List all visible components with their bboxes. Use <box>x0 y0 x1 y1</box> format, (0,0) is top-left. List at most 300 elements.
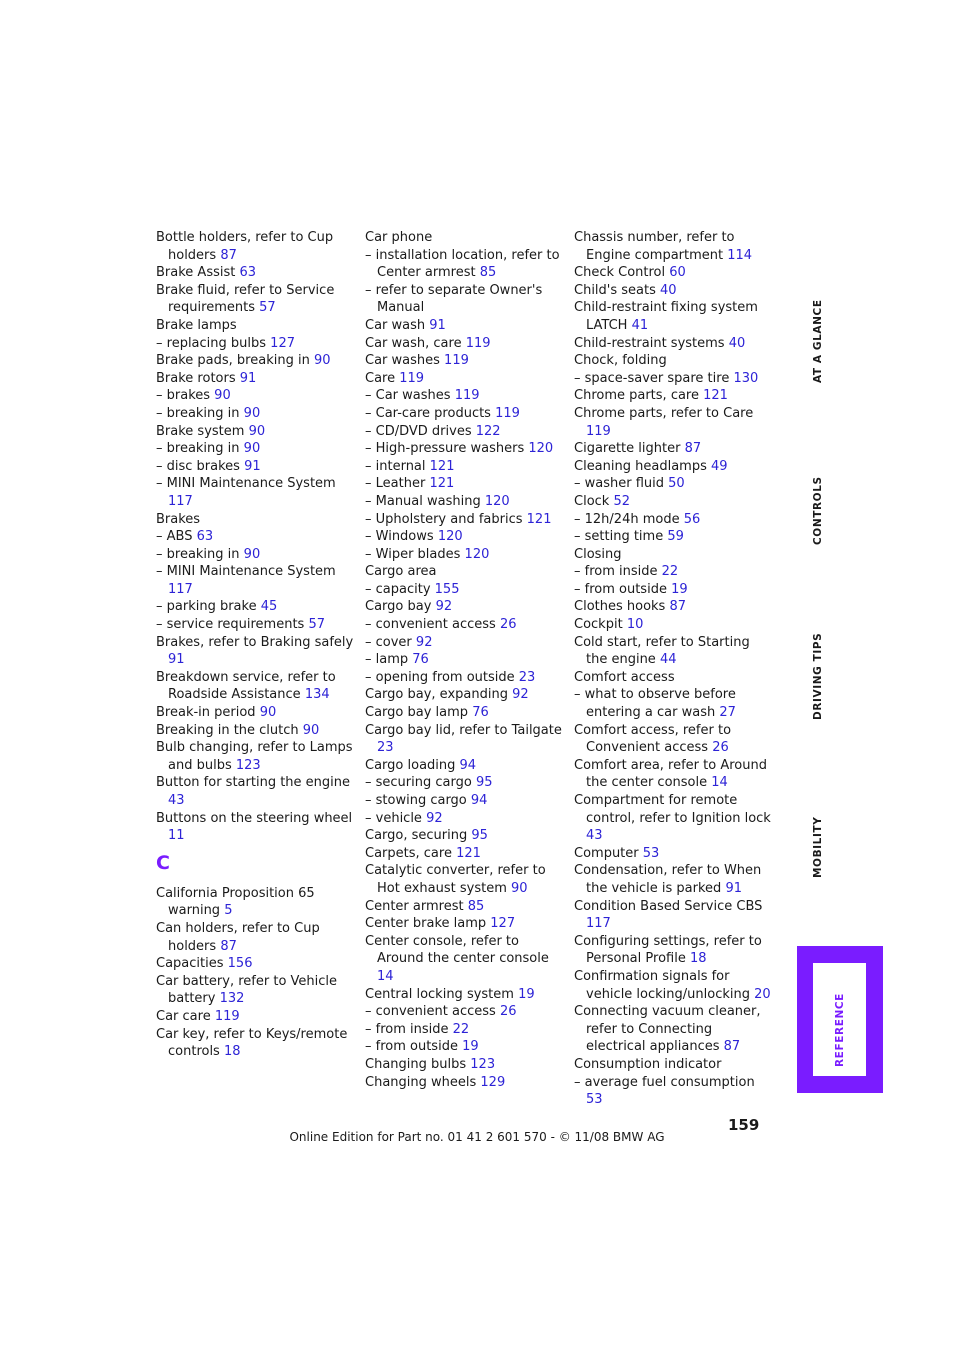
index-entry <box>365 827 565 845</box>
index-entry-text: Chassis number, refer to Engine compartment <box>574 230 735 263</box>
index-entry <box>156 264 356 282</box>
index-entry-text: – High-pressure washers <box>365 441 525 457</box>
page-reference-link[interactable]: 121 <box>456 845 481 861</box>
index-entry <box>365 282 565 317</box>
index-entry <box>365 616 565 634</box>
page-reference-link[interactable]: 91 <box>244 458 261 474</box>
page-reference-link[interactable]: 90 <box>243 405 261 421</box>
index-entry <box>574 282 774 300</box>
page-reference-link[interactable]: 121 <box>703 388 728 404</box>
index-entry <box>365 704 565 722</box>
index-entry-text: – installation location, refer to Center armrest <box>365 247 560 281</box>
page-reference-link[interactable]: 53 <box>642 845 660 861</box>
index-entry-text: Car battery, refer to Vehicle battery <box>156 973 338 1007</box>
page-reference-link[interactable]: 19 <box>518 986 535 1002</box>
page-reference-link[interactable]: 19 <box>671 581 688 597</box>
index-entry <box>156 616 356 634</box>
page-reference-link[interactable]: 120 <box>464 546 490 562</box>
index-entry-text: Can holders, refer to Cup holders <box>156 920 320 954</box>
page-reference-link[interactable]: 49 <box>711 458 728 474</box>
page-reference-link[interactable]: 117 <box>168 581 193 597</box>
page-reference-link[interactable]: 87 <box>220 247 237 263</box>
page-reference-link[interactable]: 10 <box>626 617 644 633</box>
index-entry <box>365 1038 565 1056</box>
page-reference-link[interactable]: 87 <box>669 599 687 615</box>
index-entry <box>365 1003 565 1021</box>
index-entry-text: Brake pads, breaking in <box>156 353 310 369</box>
index-entry-text: – parking brake <box>156 599 257 615</box>
index-entry-text: – Manual washing <box>365 493 481 509</box>
page-reference-link[interactable]: 95 <box>475 775 493 791</box>
page-reference-link[interactable]: 56 <box>683 511 701 527</box>
page-reference-link[interactable]: 90 <box>248 423 266 439</box>
index-entry-text: Breaking in the clutch <box>156 722 299 738</box>
page-reference-link[interactable]: 92 <box>435 599 453 615</box>
index-entry <box>365 862 565 897</box>
page-reference-link[interactable]: 87 <box>723 1039 741 1055</box>
page-reference-link[interactable]: 123 <box>470 1056 496 1072</box>
index-entry-text: Confirmation signals for vehicle locking/unlocking <box>574 968 750 1002</box>
page-reference-link[interactable]: 132 <box>219 991 245 1007</box>
index-entry <box>156 405 356 423</box>
index-entry <box>156 511 356 529</box>
index-entry <box>574 264 774 282</box>
index-entry-text: Child-restraint systems <box>574 335 725 351</box>
index-entry <box>156 810 356 845</box>
page-reference-link[interactable]: 121 <box>526 511 552 527</box>
index-entry-text: Brake rotors <box>156 370 236 386</box>
index-entry <box>365 370 565 388</box>
index-entry <box>365 528 565 546</box>
index-entry <box>156 739 356 774</box>
page-reference-link[interactable]: 156 <box>227 956 253 972</box>
index-entry-text: Configuring settings, refer to Personal Profile <box>574 933 762 967</box>
index-entry-text: Brake fluid, refer to Service requirements <box>156 282 335 316</box>
index-entry-text: – service requirements <box>156 617 305 633</box>
side-tab-reference-active[interactable] <box>797 946 883 1093</box>
page-reference-link[interactable]: 44 <box>659 652 677 668</box>
index-entry-text: – what to observe before entering a car wash <box>574 687 736 721</box>
page-reference-link[interactable]: 94 <box>459 757 477 773</box>
index-entry <box>574 845 774 863</box>
index-entry <box>574 933 774 968</box>
index-entry-text: Car care <box>156 1008 211 1024</box>
page-reference-link[interactable]: 123 <box>235 757 261 773</box>
index-entry <box>574 669 774 687</box>
index-entry <box>365 1074 565 1092</box>
index-entry-text: – capacity <box>365 581 431 597</box>
page-reference-link[interactable]: 119 <box>465 335 491 351</box>
index-entry <box>365 247 565 282</box>
index-entry <box>365 1021 565 1039</box>
index-entry <box>365 651 565 669</box>
index-entry-text: – breaking in <box>156 441 240 457</box>
index-entry-text: Car key, refer to Keys/remote controls <box>156 1026 348 1060</box>
page-reference-link[interactable]: 120 <box>484 493 510 509</box>
index-entry-text: – from inside <box>574 564 658 580</box>
page-reference-link[interactable]: 117 <box>168 493 193 509</box>
page-reference-link[interactable]: 76 <box>472 705 489 721</box>
index-entry-text: Child's seats <box>574 282 656 298</box>
index-entry-text: – Upholstery and fabrics <box>365 511 523 527</box>
index-entry-text: – lamp <box>365 652 409 668</box>
index-entry <box>156 920 356 955</box>
index-entry-text: Brakes <box>156 511 201 527</box>
index-entry-text: – Wiper blades <box>365 546 461 562</box>
index-entry <box>365 475 565 493</box>
index-entry-text: Child-restraint fixing system LATCH <box>574 300 758 333</box>
page-reference-link[interactable]: 90 <box>511 880 528 896</box>
index-entry <box>574 370 774 388</box>
index-entry-text: Cargo area <box>365 564 437 580</box>
index-entry-text: Breakdown service, refer to Roadside Assistance <box>156 669 336 703</box>
page-reference-link[interactable]: 18 <box>223 1044 241 1060</box>
index-entry-text: Capacities <box>156 956 224 972</box>
index-entry <box>156 634 356 669</box>
index-entry <box>156 722 356 740</box>
index-entry <box>574 405 774 440</box>
index-entry <box>574 1056 774 1074</box>
index-entry-text: Cold start, refer to Starting the engine <box>574 634 750 668</box>
index-entry <box>156 1008 356 1026</box>
side-tab-label: MOBILITY <box>812 816 824 878</box>
index-entry-text: Button for starting the engine <box>156 775 351 791</box>
page-reference-link[interactable]: 23 <box>518 669 536 685</box>
index-entry <box>156 352 356 370</box>
index-entry <box>365 792 565 810</box>
index-entry <box>574 299 774 334</box>
page-reference-link[interactable]: 85 <box>479 265 497 281</box>
index-entry <box>365 511 565 529</box>
index-entry-text: – setting time <box>574 529 664 545</box>
page-reference-link[interactable]: 134 <box>304 687 330 703</box>
index-entry <box>365 546 565 564</box>
index-entry <box>574 862 774 897</box>
side-tab-reference-inner <box>813 963 866 1076</box>
index-entry <box>574 440 774 458</box>
page-reference-link[interactable]: 26 <box>712 740 729 756</box>
index-entry <box>156 885 356 920</box>
index-entry-text: – space-saver spare tire <box>574 370 730 386</box>
index-entry <box>574 598 774 616</box>
index-entry-text: Bulb changing, refer to Lamps and bulbs <box>156 740 353 773</box>
index-entry <box>574 352 774 370</box>
index-entry <box>574 546 774 564</box>
page-reference-link[interactable]: 40 <box>660 282 677 298</box>
index-entry <box>156 669 356 704</box>
index-entry <box>156 229 356 264</box>
index-entry <box>574 335 774 353</box>
index-entry-text: Chock, folding <box>574 353 667 369</box>
index-entry <box>156 774 356 809</box>
page-reference-link[interactable]: 117 <box>586 916 611 932</box>
page-reference-link[interactable]: 22 <box>452 1021 470 1037</box>
index-entry-text: Cargo loading <box>365 757 456 773</box>
index-entry <box>156 458 356 476</box>
index-entry-text: Brake Assist <box>156 265 236 281</box>
page-reference-link[interactable]: 27 <box>719 705 736 721</box>
index-entry-text: Cargo, securing <box>365 828 468 844</box>
index-entry <box>574 634 774 669</box>
index-entry <box>156 370 356 388</box>
index-entry-text: – MINI Maintenance System <box>156 476 336 492</box>
index-entry <box>156 598 356 616</box>
page-reference-link[interactable]: 119 <box>214 1008 240 1024</box>
index-entry <box>156 387 356 405</box>
page-reference-link[interactable]: 95 <box>471 828 488 844</box>
page-reference-link[interactable]: 52 <box>613 493 631 509</box>
index-entry <box>574 616 774 634</box>
index-entry-text: Clothes hooks <box>574 599 666 615</box>
index-entry <box>365 423 565 441</box>
page-reference-link[interactable]: 119 <box>586 423 611 439</box>
index-entry-text: Car washes <box>365 353 440 369</box>
index-entry <box>574 563 774 581</box>
page-reference-link[interactable]: 5 <box>224 903 233 919</box>
page-reference-link[interactable]: 18 <box>689 951 707 967</box>
page-reference-link[interactable]: 120 <box>528 441 554 457</box>
page-reference-link[interactable]: 63 <box>196 529 214 545</box>
index-entry <box>365 335 565 353</box>
page-reference-link[interactable]: 14 <box>711 775 728 791</box>
page-reference-link[interactable]: 90 <box>243 546 261 562</box>
index-entry-text: Chrome parts, care <box>574 388 699 404</box>
page-reference-link[interactable]: 26 <box>499 617 517 633</box>
page-reference-link[interactable]: 121 <box>429 476 455 492</box>
page-reference-link[interactable]: 90 <box>313 353 331 369</box>
index-entry <box>365 405 565 423</box>
page-reference-link[interactable]: 114 <box>727 247 753 263</box>
page-reference-link[interactable]: 43 <box>586 828 603 844</box>
index-entry <box>365 317 565 335</box>
page-reference-link[interactable]: 26 <box>499 1004 517 1020</box>
index-entry <box>156 973 356 1008</box>
page-reference-link[interactable]: 87 <box>684 441 702 457</box>
index-entry-text: Central locking system <box>365 986 514 1002</box>
index-entry-text: Check Control <box>574 265 666 281</box>
page-reference-link[interactable]: 45 <box>260 599 278 615</box>
index-entry-text: Center armrest <box>365 898 464 914</box>
page-reference-link[interactable]: 129 <box>480 1074 506 1090</box>
index-entry-text: Cleaning headlamps <box>574 458 707 474</box>
index-entry <box>156 1026 356 1061</box>
index-entry <box>365 493 565 511</box>
page-reference-link[interactable]: 22 <box>661 564 679 580</box>
page-reference-link[interactable]: 119 <box>399 370 425 386</box>
index-entry-text: – convenient access <box>365 1004 496 1020</box>
page-reference-link[interactable]: 76 <box>412 652 429 668</box>
index-entry <box>365 229 565 247</box>
index-entry <box>365 810 565 828</box>
page-reference-link[interactable]: 85 <box>467 898 485 914</box>
index-entry-text: Connecting vacuum cleaner, refer to Connecting electrical appliances <box>574 1004 761 1055</box>
page-reference-link[interactable]: 11 <box>168 828 185 844</box>
index-entry <box>574 1003 774 1056</box>
index-letter-heading: C <box>156 851 170 874</box>
page-reference-link[interactable]: 90 <box>302 722 320 738</box>
page-number: 159 <box>728 1116 760 1134</box>
index-entry-text: Buttons on the steering wheel <box>156 810 353 826</box>
index-entry <box>365 686 565 704</box>
page-reference-link[interactable]: 41 <box>631 317 649 333</box>
page-reference-link[interactable]: 60 <box>669 265 686 281</box>
page-reference-link[interactable]: 59 <box>667 529 684 545</box>
page-reference-link[interactable]: 40 <box>728 335 746 351</box>
page-reference-link[interactable]: 90 <box>243 441 261 457</box>
index-entry <box>365 563 565 581</box>
page-reference-link[interactable]: 119 <box>495 405 520 421</box>
index-entry-text: – ABS <box>156 529 193 545</box>
page-reference-link[interactable]: 14 <box>377 968 394 984</box>
page-reference-link[interactable]: 90 <box>214 388 231 404</box>
index-entry <box>156 704 356 722</box>
index-entry <box>365 634 565 652</box>
index-entry-text: Changing wheels <box>365 1074 477 1090</box>
index-entry <box>365 669 565 687</box>
index-entry <box>365 986 565 1004</box>
index-entry <box>574 722 774 757</box>
index-entry-text: – disc brakes <box>156 458 240 474</box>
index-entry <box>574 581 774 599</box>
index-entry-text: – Leather <box>365 476 426 492</box>
index-entry-text: – refer to separate Owner's Manual <box>365 282 543 316</box>
index-entry-text: – vehicle <box>365 810 422 826</box>
page-reference-link[interactable]: 119 <box>454 388 480 404</box>
page-reference-link[interactable]: 92 <box>415 634 433 650</box>
page-reference-link[interactable]: 91 <box>168 652 185 668</box>
index-entry-text: Comfort area, refer to Around the center console <box>574 757 767 791</box>
index-entry <box>365 845 565 863</box>
index-entry <box>574 229 774 264</box>
index-entry-text: Carpets, care <box>365 845 452 861</box>
index-entry <box>574 898 774 933</box>
index-entry-text: California Proposition 65 warning <box>156 885 315 919</box>
index-entry-text: – breaking in <box>156 405 240 421</box>
page-reference-link[interactable]: 92 <box>426 810 443 826</box>
index-entry <box>365 915 565 933</box>
index-entry <box>365 933 565 986</box>
index-entry-text: Car phone <box>365 230 433 245</box>
index-entry-text: Changing bulbs <box>365 1056 467 1072</box>
page-reference-link[interactable]: 92 <box>512 687 529 703</box>
side-tab-label: DRIVING TIPS <box>812 632 824 720</box>
page-reference-link[interactable]: 23 <box>377 740 394 756</box>
side-tab-label: AT A GLANCE <box>812 299 824 383</box>
index-entry <box>365 352 565 370</box>
index-entry-text: – from outside <box>365 1039 458 1055</box>
index-entry <box>574 493 774 511</box>
page-reference-link[interactable]: 127 <box>490 916 516 932</box>
page-reference-link[interactable]: 19 <box>462 1039 479 1055</box>
page-reference-link[interactable]: 119 <box>444 353 469 369</box>
index-entry-text: – stowing cargo <box>365 793 467 808</box>
page-reference-link[interactable]: 57 <box>308 617 326 633</box>
page-reference-link[interactable]: 91 <box>239 370 257 386</box>
page-reference-link[interactable]: 63 <box>239 265 257 281</box>
page-reference-link[interactable]: 43 <box>168 793 185 808</box>
index-entry-text: – internal <box>365 458 426 474</box>
index-entry-text: – CD/DVD drives <box>365 423 472 439</box>
page-reference-link[interactable]: 50 <box>668 476 685 492</box>
index-entry-text: Brake system <box>156 423 245 439</box>
index-entry-text: Brakes, refer to Braking safely <box>156 634 354 650</box>
index-entry-text: Cargo bay lid, refer to Tailgate <box>365 722 562 738</box>
page-reference-link[interactable]: 94 <box>470 793 488 808</box>
index-column-3 <box>574 229 774 1109</box>
page-reference-link[interactable]: 57 <box>259 300 276 316</box>
index-entry <box>365 598 565 616</box>
index-entry-text: – Car washes <box>365 388 451 404</box>
index-entry <box>365 1056 565 1074</box>
page-reference-link[interactable]: 90 <box>259 705 277 721</box>
index-entry <box>365 581 565 599</box>
index-entry <box>156 528 356 546</box>
page-reference-link[interactable]: 122 <box>475 423 501 439</box>
index-entry-text: Cargo bay, expanding <box>365 687 508 703</box>
index-entry-text: – convenient access <box>365 617 496 633</box>
index-entry <box>156 546 356 564</box>
index-entry <box>365 440 565 458</box>
index-entry-text: – cover <box>365 634 412 650</box>
index-entry <box>574 1074 774 1109</box>
index-entry-text: Catalytic converter, refer to Hot exhaust system <box>365 863 546 896</box>
index-entry <box>156 317 356 335</box>
index-entry-text: Chrome parts, refer to Care <box>574 405 754 421</box>
side-tab-label: CONTROLS <box>812 476 824 545</box>
index-entry <box>156 563 356 598</box>
index-entry <box>156 475 356 510</box>
index-entry <box>365 458 565 476</box>
page-reference-link[interactable]: 127 <box>270 335 295 351</box>
index-entry <box>156 955 356 973</box>
page-reference-link[interactable]: 91 <box>725 880 742 896</box>
index-entry-text: Car wash <box>365 317 426 333</box>
page-reference-link[interactable]: 121 <box>429 458 455 474</box>
index-entry-text: Cargo bay lamp <box>365 705 469 721</box>
index-entry-text: – breaking in <box>156 546 240 562</box>
page-reference-link[interactable]: 155 <box>434 581 460 597</box>
page-reference-link[interactable]: 53 <box>586 1092 603 1108</box>
index-entry-text: Computer <box>574 845 639 861</box>
page-reference-link[interactable]: 20 <box>754 986 771 1002</box>
index-entry-text: Consumption indicator <box>574 1056 722 1072</box>
index-entry-text: – washer fluid <box>574 476 665 492</box>
index-entry <box>574 475 774 493</box>
page-reference-link[interactable]: 120 <box>437 529 463 545</box>
index-entry-text: – securing cargo <box>365 775 472 791</box>
index-entry <box>574 792 774 845</box>
side-tab-label: REFERENCE <box>834 993 846 1067</box>
index-entry-text: – brakes <box>156 388 211 404</box>
index-entry-text: Compartment for remote control, refer to Ignition lock <box>574 793 771 826</box>
index-entry <box>156 335 356 353</box>
index-entry <box>574 511 774 529</box>
index-entry <box>365 722 565 757</box>
index-entry <box>365 387 565 405</box>
index-entry-text: – from outside <box>574 581 667 597</box>
index-column-2 <box>365 229 565 1091</box>
index-entry-text: – opening from outside <box>365 669 515 685</box>
page-reference-link[interactable]: 91 <box>429 317 446 333</box>
index-entry-text: Closing <box>574 546 622 562</box>
index-column-1 <box>156 229 356 1061</box>
index-entry <box>156 440 356 458</box>
page-reference-link[interactable]: 87 <box>220 938 237 954</box>
index-entry-text: – Car-care products <box>365 405 491 421</box>
page-reference-link[interactable]: 130 <box>733 370 759 386</box>
index-entry-text: – replacing bulbs <box>156 335 267 351</box>
index-entry-text: Center console, refer to Around the center console <box>365 933 549 967</box>
